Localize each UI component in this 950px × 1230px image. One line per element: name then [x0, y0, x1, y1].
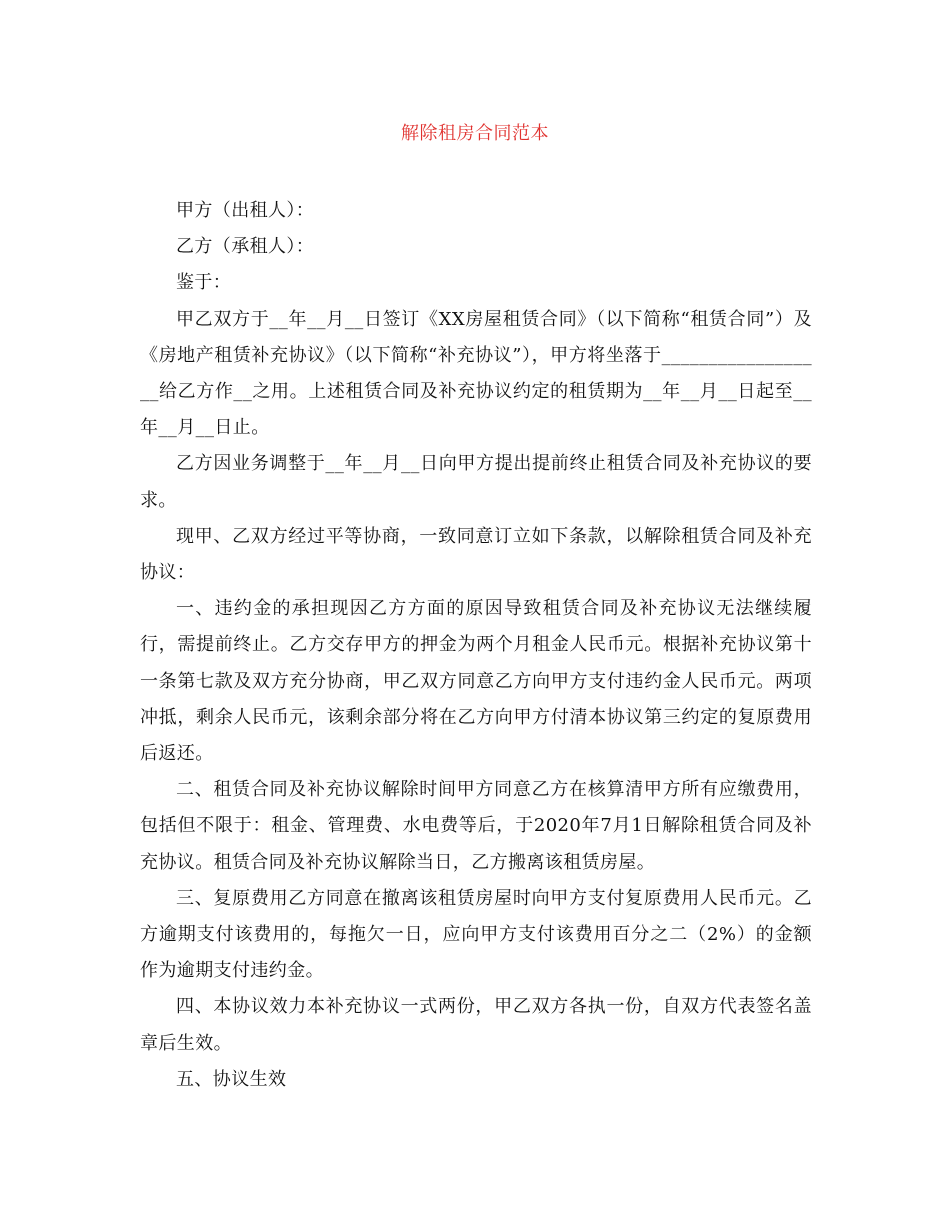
clause-2-termination-date: 二、租赁合同及补充协议解除时间甲方同意乙方在核算清甲方所有应缴费用，包括但不限于：租金、管理费、水电费等后，于2020年7月1日解除租赁合同及补充协议。租赁合同及补充协议解除当日，乙方搬离该租赁房屋。	[140, 779, 812, 873]
party-a-line: 甲方（出租人）：	[176, 200, 315, 221]
party-b-line: 乙方（承租人）：	[176, 236, 315, 258]
whereas-line: 鉴于：	[176, 272, 232, 294]
clause-4-effect: 四、本协议效力本补充协议一式两份，甲乙双方各执一份，自双方代表签名盖章后生效。	[140, 996, 812, 1054]
clause-5-heading: 五、协议生效	[176, 1068, 287, 1090]
document-title: 解除租房合同范本	[401, 123, 549, 144]
recital-paragraph: 甲乙双方于__年__月__日签订《XX房屋租赁合同》（以下简称“租赁合同”）及《房地产租赁补充协议》（以下简称“补充协议”），甲方将坐落于__________________给乙方作__之用。上述租赁合同及补充协议约定的租赁期为__年__月__日起至__年__月__日止。	[140, 308, 812, 439]
agreement-intro-paragraph: 现甲、乙双方经过平等协商，一致同意订立如下条款，以解除租赁合同及补充协议：	[140, 525, 812, 584]
document-body	[140, 193, 812, 1098]
clause-3-restoration-fee: 三、复原费用乙方同意在撤离该租赁房屋时向甲方支付复原费用人民币元。乙方逾期支付该费用的，每拖欠一日，应向甲方支付该费用百分之二（2%）的金额作为逾期支付违约金。	[140, 887, 812, 982]
termination-request-paragraph: 乙方因业务调整于__年__月__日向甲方提出提前终止租赁合同及补充协议的要求。	[140, 453, 812, 511]
clause-1-penalty: 一、违约金的承担现因乙方方面的原因导致租赁合同及补充协议无法继续履行，需提前终止。乙方交存甲方的押金为两个月租金人民币元。根据补充协议第十一条第七款及双方充分协商，甲乙双方同意乙方向甲方支付违约金人民币元。两项冲抵，剩余人民币元，该剩余部分将在乙方向甲方付清本协议第三约定的复原费用后返还。	[140, 598, 812, 765]
